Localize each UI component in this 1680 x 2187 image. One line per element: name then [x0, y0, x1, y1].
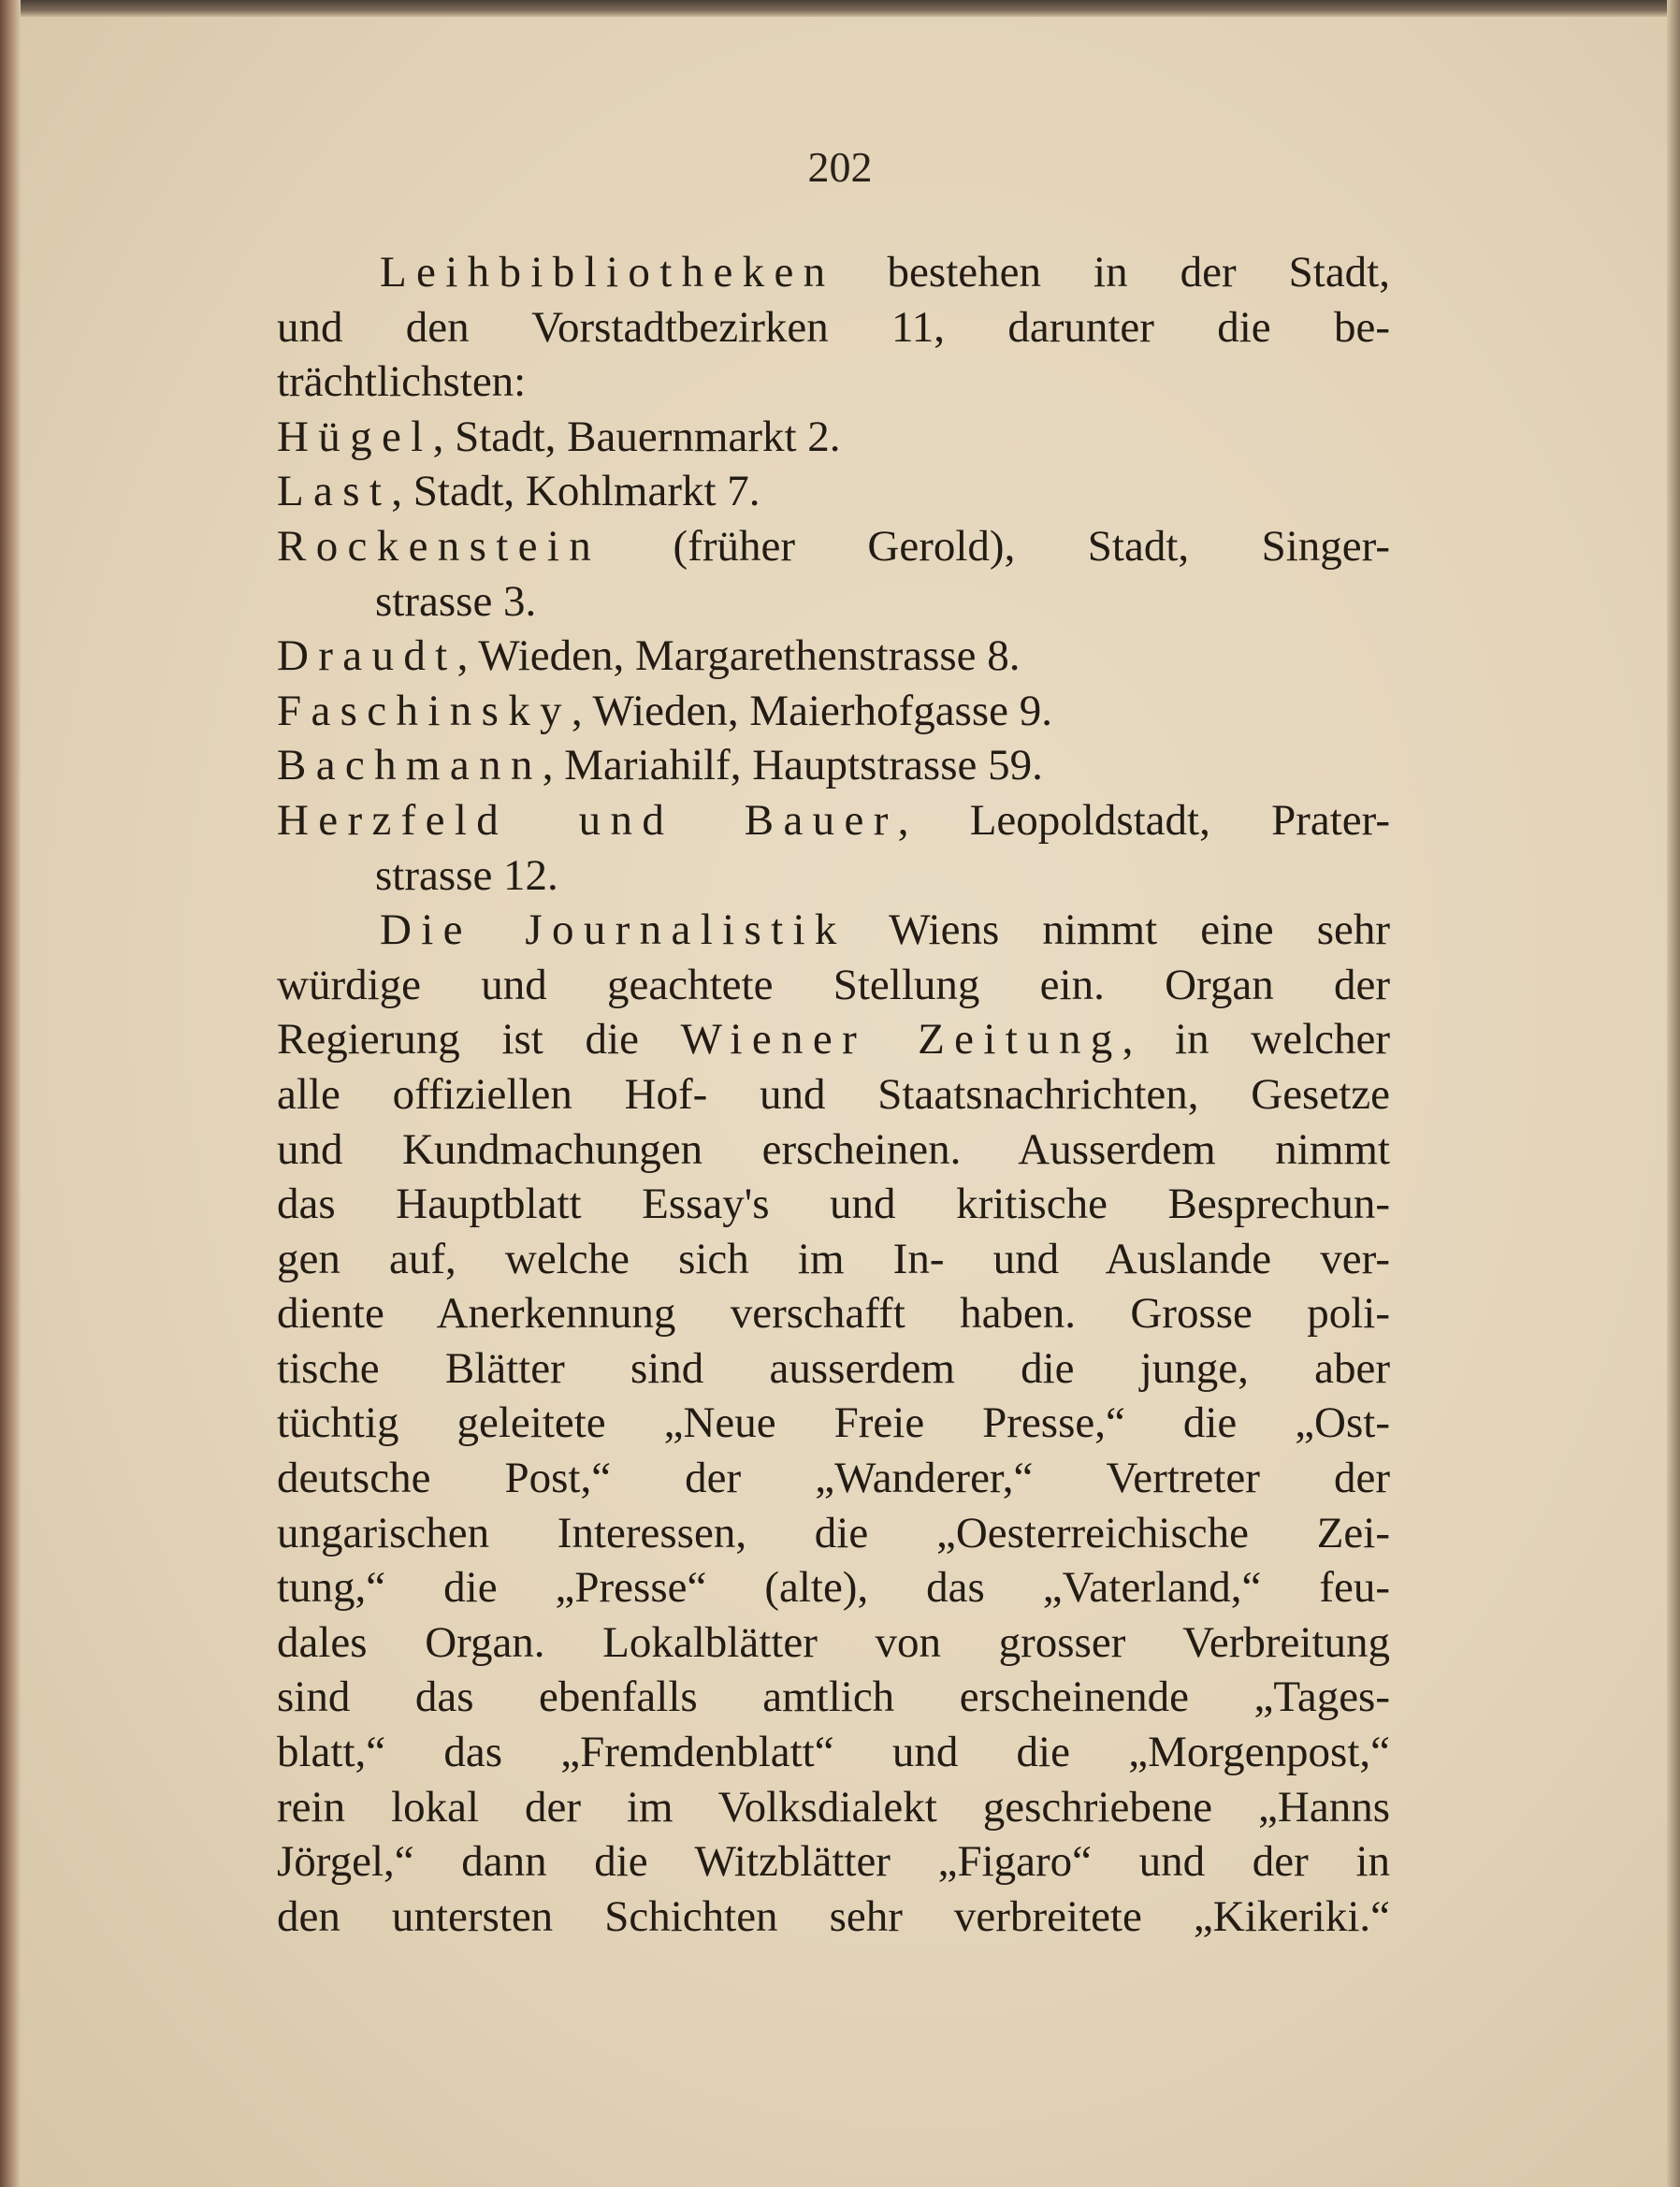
- spaced-name: Hügel: [277, 412, 433, 461]
- text-line: [277, 1506, 1390, 1561]
- text-line: [277, 1012, 1390, 1067]
- text-run: tische Blätter sind ausserdem die junge, aber: [277, 1343, 1390, 1393]
- page-number: 202: [807, 143, 873, 191]
- text-line: [277, 300, 1390, 355]
- text-line: [277, 1615, 1390, 1671]
- text-line: [277, 1286, 1390, 1341]
- spaced-name: Wiener Zeitung: [680, 1015, 1122, 1065]
- spaced-name: Leihbibliotheken: [380, 248, 835, 297]
- spaced-name: Faschinsky: [277, 686, 572, 735]
- text-line: [277, 903, 1390, 958]
- spaced-name: Draudt: [277, 631, 457, 681]
- text-line: [277, 410, 1390, 465]
- text-line: [277, 1890, 1390, 1945]
- text-line: [277, 1780, 1390, 1835]
- text-run: tung,“ die „Presse“ (alte), das „Vaterland,“ feu-: [277, 1563, 1390, 1613]
- text-run: trächtlichsten:: [277, 357, 527, 407]
- spaced-name: Herzfeld und Bauer: [277, 795, 898, 845]
- page-right-edge: [1667, 0, 1680, 2187]
- text-run: das Hauptblatt Essay's und kritische Besprechun-: [277, 1180, 1390, 1229]
- text-line: [277, 519, 1390, 574]
- text-line: [277, 1122, 1390, 1178]
- body-text: [277, 245, 1390, 1944]
- text-run: und den Vorstadtbezirken 11, darunter die be-: [277, 302, 1390, 352]
- text-line: [277, 684, 1390, 739]
- text-run: strasse 3.: [375, 576, 537, 626]
- spaced-name: Last: [277, 467, 392, 516]
- text-run: sind das ebenfalls amtlich erscheinende „Tages-: [277, 1673, 1390, 1722]
- text-run: , Stadt, Bauernmarkt 2.: [432, 412, 841, 461]
- text-run: tüchtig geleitete „Neue Freie Presse,“ die „Ost-: [277, 1398, 1390, 1448]
- text-line: [277, 1451, 1390, 1506]
- text-line: [277, 1341, 1390, 1397]
- text-run: , in welcher: [1122, 1015, 1391, 1065]
- text-line: [277, 574, 1390, 630]
- text-run: rein lokal der im Volksdialekt geschriebene „Hanns: [277, 1782, 1390, 1832]
- text-line: [277, 958, 1390, 1013]
- text-line: [277, 1396, 1390, 1451]
- spaced-name: Rockenstein: [277, 521, 601, 571]
- page-top-edge: [0, 0, 1680, 17]
- text-run: und Kundmachungen erscheinen. Ausserdem nimmt: [277, 1124, 1390, 1174]
- text-line: [277, 1232, 1390, 1287]
- text-run: strasse 12.: [375, 850, 558, 900]
- text-line: [277, 1560, 1390, 1615]
- text-line: [277, 1067, 1390, 1122]
- text-run: diente Anerkennung verschafft haben. Grosse poli-: [277, 1289, 1390, 1339]
- text-run: bestehen in der Stadt,: [834, 248, 1390, 297]
- spaced-name: Bachmann: [277, 741, 543, 790]
- text-run: , Wieden, Maierhofgasse 9.: [571, 686, 1052, 735]
- text-line: [277, 738, 1390, 793]
- text-run: , Stadt, Kohlmarkt 7.: [391, 467, 760, 516]
- text-run: , Wieden, Margarethenstrasse 8.: [456, 631, 1021, 681]
- text-run: Regierung ist die: [277, 1015, 681, 1065]
- text-line: [277, 1177, 1390, 1232]
- text-line: [277, 1725, 1390, 1780]
- text-line: [277, 355, 1390, 410]
- text-line: [277, 793, 1390, 848]
- text-line: [277, 1670, 1390, 1725]
- text-run: ungarischen Interessen, die „Oesterreichische Zei-: [277, 1508, 1390, 1557]
- text-run: (früher Gerold), Stadt, Singer-: [601, 521, 1390, 571]
- text-run: dales Organ. Lokalblätter von grosser Verbreitung: [277, 1617, 1390, 1667]
- text-line: [277, 848, 1390, 904]
- text-run: blatt,“ das „Fremdenblatt“ und die „Morgenpost,“: [277, 1728, 1390, 1777]
- text-line: [277, 464, 1390, 519]
- text-line: [277, 629, 1390, 684]
- text-line: [277, 245, 1390, 300]
- text-run: gen auf, welche sich im In- und Auslande ver-: [277, 1234, 1390, 1283]
- text-run: Jörgel,“ dann die Witzblätter „Figaro“ und der in: [277, 1837, 1390, 1887]
- text-run: würdige und geachtete Stellung ein. Organ der: [277, 960, 1390, 1009]
- text-run: alle offiziellen Hof- und Staatsnachrichten, Gesetze: [277, 1069, 1390, 1119]
- text-line: [277, 1834, 1390, 1890]
- spaced-name: Die Journalistik: [380, 905, 847, 955]
- text-run: Wiens nimmt eine sehr: [846, 905, 1390, 955]
- text-run: , Leopoldstadt, Prater-: [897, 795, 1390, 845]
- text-run: den untersten Schichten sehr verbreitete „Kikeriki.“: [277, 1891, 1390, 1941]
- text-run: deutsche Post,“ der „Wanderer,“ Vertreter der: [277, 1454, 1390, 1503]
- text-run: , Mariahilf, Hauptstrasse 59.: [542, 741, 1043, 790]
- book-spine-edge: [0, 0, 21, 2187]
